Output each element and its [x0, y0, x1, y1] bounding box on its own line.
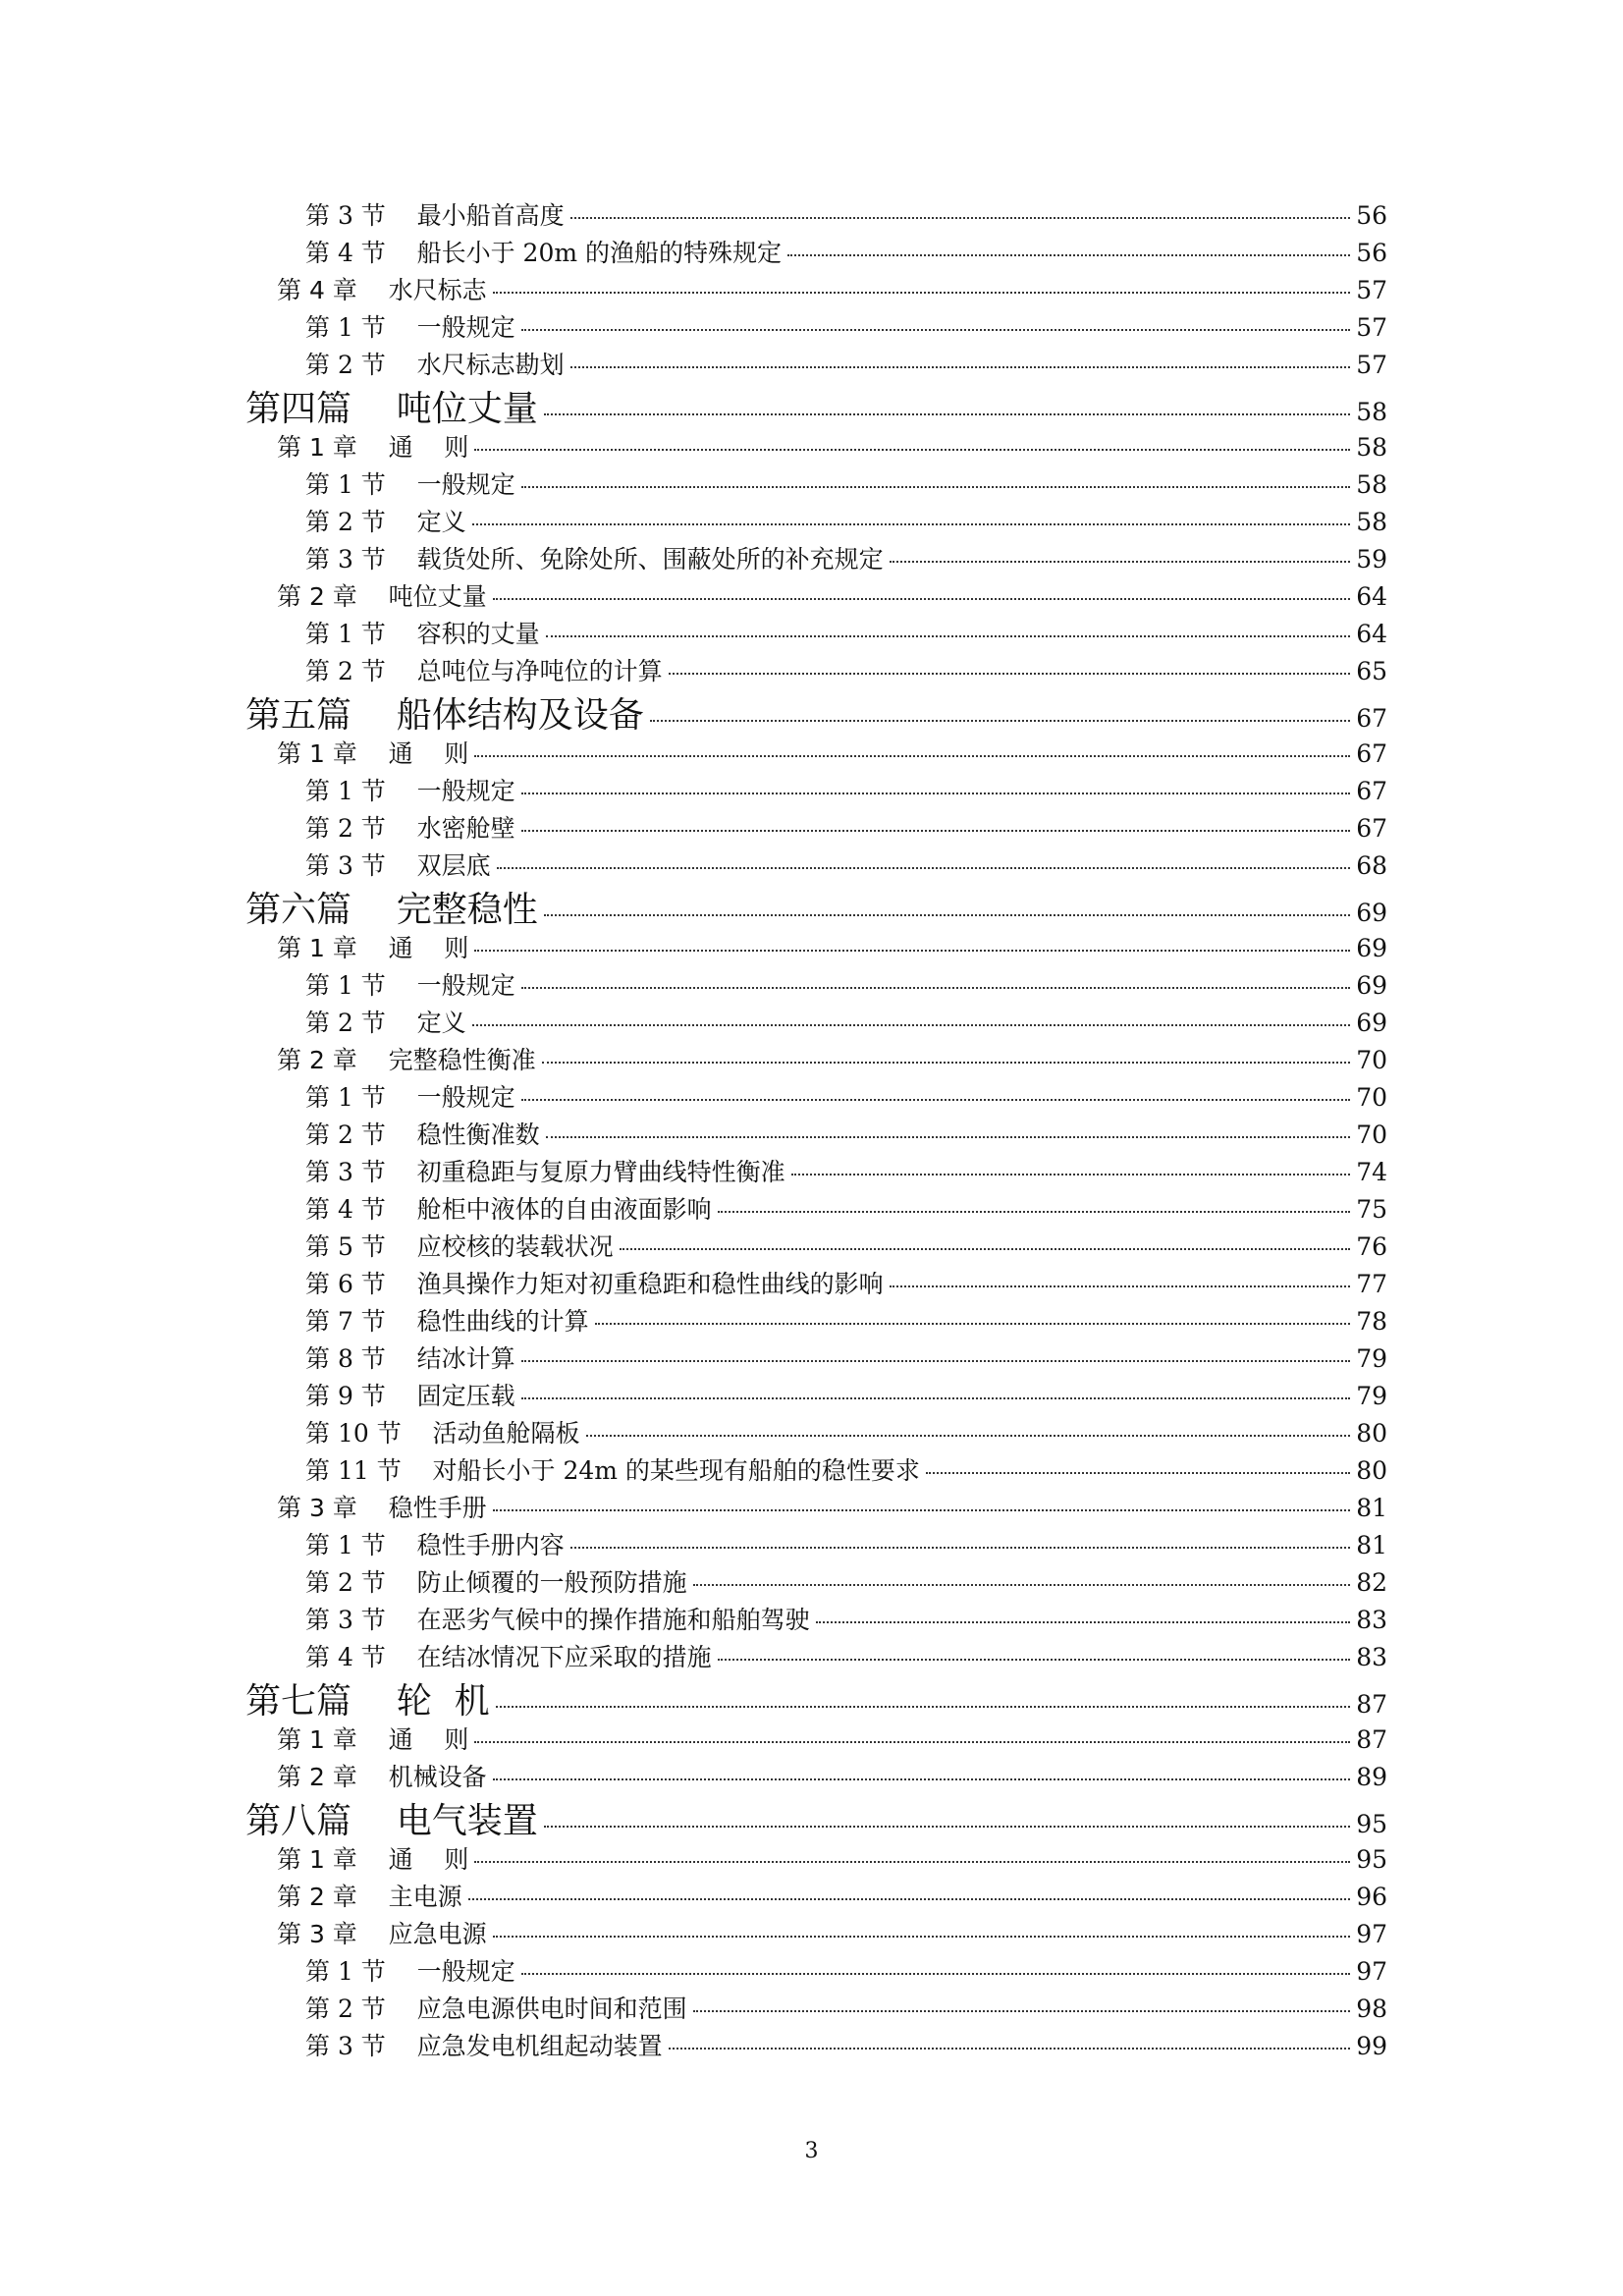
toc-section-entry[interactable]: [305, 1078, 1387, 1116]
dot-leader: [521, 1973, 1351, 1975]
toc-part-entry[interactable]: [245, 1793, 1387, 1841]
toc-entry-page-number: 57: [1356, 313, 1387, 342]
dot-leader: [493, 1936, 1351, 1938]
toc-entry-title: 第 5 节 应校核的装载状况: [305, 1232, 614, 1261]
dot-leader: [468, 1898, 1351, 1900]
toc-section-entry[interactable]: [305, 1451, 1387, 1489]
toc-entry-title: 第 1 节 一般规定: [305, 1957, 515, 1986]
dot-leader: [570, 366, 1351, 368]
toc-section-entry[interactable]: [305, 1339, 1387, 1377]
toc-entry-title: 第 1 节 容积的丈量: [305, 620, 540, 648]
toc-entry-title: 第 1 章 通 则: [277, 433, 469, 462]
toc-entry-page-number: 57: [1356, 351, 1387, 379]
dot-leader: [787, 254, 1350, 256]
toc-entry-title: 第 2 章 主电源: [277, 1883, 462, 1911]
toc-entry-title: 第 6 节 渔具操作力矩对初重稳距和稳性曲线的影响: [305, 1270, 884, 1298]
dot-leader: [493, 598, 1351, 600]
toc-entry-page-number: 69: [1356, 1009, 1387, 1037]
toc-entry-title: 第四篇 吨位丈量: [245, 389, 538, 429]
toc-chapter-entry[interactable]: [277, 1840, 1387, 1878]
dot-leader: [718, 1659, 1351, 1661]
toc-entry-page-number: 69: [1356, 971, 1387, 1000]
dot-leader: [546, 635, 1351, 637]
toc-entry-title: 第 4 节 船长小于 20m 的渔船的特殊规定: [305, 239, 782, 267]
dot-leader: [718, 1211, 1351, 1213]
toc-entry-title: 第 2 节 应急电源供电时间和范围: [305, 1995, 687, 2023]
toc-entry-page-number: 67: [1356, 814, 1387, 843]
toc-part-entry[interactable]: [245, 882, 1387, 930]
toc-entry-title: 第 3 章 稳性手册: [277, 1494, 487, 1522]
dot-leader: [544, 1826, 1350, 1828]
toc-section-entry[interactable]: [305, 196, 1387, 234]
dot-leader: [620, 1248, 1351, 1250]
toc-entry-page-number: 67: [1356, 777, 1387, 805]
toc-chapter-entry[interactable]: [277, 1041, 1387, 1078]
toc-part-entry[interactable]: [245, 381, 1387, 429]
dot-leader: [669, 2048, 1351, 2050]
dot-leader: [570, 1547, 1351, 1549]
toc-entry-title: 第 1 节 一般规定: [305, 470, 515, 499]
toc-section-entry[interactable]: [305, 652, 1387, 689]
toc-entry-page-number: 58: [1356, 508, 1387, 536]
toc-entry-title: 第 2 章 完整稳性衡准: [277, 1046, 536, 1074]
toc-entry-title: 第 4 节 舱柜中液体的自由液面影响: [305, 1195, 712, 1224]
toc-entry-title: 第六篇 完整稳性: [245, 890, 538, 930]
toc-entry-title: 第五篇 船体结构及设备: [245, 695, 644, 736]
toc-entry-title: 第 1 节 稳性手册内容: [305, 1531, 565, 1559]
dot-leader: [890, 561, 1351, 563]
dot-leader: [693, 1584, 1351, 1586]
toc-entry-title: 第 3 节 在恶劣气候中的操作措施和船舶驾驶: [305, 1606, 810, 1634]
toc-entry-title: 第 1 章 通 则: [277, 1845, 469, 1874]
toc-section-entry[interactable]: [305, 2027, 1387, 2064]
toc-entry-title: 第 3 节 最小船首高度: [305, 201, 565, 230]
dot-leader: [521, 793, 1351, 794]
toc-entry-title: 第 4 章 水尺标志: [277, 276, 487, 304]
toc-chapter-entry[interactable]: [277, 577, 1387, 615]
dot-leader: [595, 1323, 1351, 1325]
dot-leader: [493, 1509, 1351, 1511]
toc-entry-title: 第 1 章 通 则: [277, 934, 469, 962]
toc-entry-title: 第 2 章 吨位丈量: [277, 582, 487, 611]
toc-entry-page-number: 76: [1356, 1232, 1387, 1261]
toc-entry-page-number: 69: [1356, 934, 1387, 962]
dot-leader: [493, 1778, 1351, 1780]
toc-entry-title: 第七篇 轮 机: [245, 1681, 490, 1722]
dot-leader: [816, 1621, 1351, 1623]
toc-section-entry[interactable]: [305, 1116, 1387, 1153]
toc-entry-title: 第 1 章 通 则: [277, 739, 469, 768]
toc-section-entry[interactable]: [305, 1004, 1387, 1041]
toc-entry-page-number: 58: [1356, 470, 1387, 499]
toc-entry-title: 第 1 节 一般规定: [305, 313, 515, 342]
toc-entry-page-number: 64: [1356, 620, 1387, 648]
toc-entry-page-number: 58: [1356, 433, 1387, 462]
toc-entry-page-number: 56: [1356, 239, 1387, 267]
toc-section-entry[interactable]: [305, 1228, 1387, 1265]
toc-chapter-entry[interactable]: [277, 1878, 1387, 1915]
dot-leader: [474, 755, 1350, 757]
dot-leader: [546, 1136, 1351, 1138]
toc-chapter-entry[interactable]: [277, 1489, 1387, 1526]
toc-section-entry[interactable]: [305, 966, 1387, 1004]
toc-entry-page-number: 98: [1356, 1995, 1387, 2023]
toc-entry-title: 第八篇 电气装置: [245, 1801, 538, 1841]
toc-entry-title: 第 3 节 载货处所、免除处所、围蔽处所的补充规定: [305, 545, 884, 574]
toc-section-entry[interactable]: [305, 1638, 1387, 1675]
toc-entry-page-number: 59: [1356, 545, 1387, 574]
dot-leader: [650, 720, 1350, 722]
toc-section-entry[interactable]: [305, 1990, 1387, 2027]
toc-entry-page-number: 79: [1356, 1382, 1387, 1410]
toc-entry-page-number: 78: [1356, 1307, 1387, 1336]
toc-chapter-entry[interactable]: [277, 929, 1387, 966]
toc-section-entry[interactable]: [305, 615, 1387, 652]
dot-leader: [521, 1397, 1351, 1399]
toc-section-entry[interactable]: [305, 1190, 1387, 1228]
toc-entry-page-number: 56: [1356, 201, 1387, 230]
toc-entry-page-number: 82: [1356, 1568, 1387, 1597]
toc-section-entry[interactable]: [305, 1265, 1387, 1302]
toc-entry-page-number: 67: [1356, 739, 1387, 768]
dot-leader: [472, 1024, 1351, 1026]
toc-entry-title: 第 2 节 水密舱壁: [305, 814, 515, 843]
toc-part-entry[interactable]: [245, 687, 1387, 736]
dot-leader: [542, 1062, 1351, 1064]
toc-entry-page-number: 83: [1356, 1643, 1387, 1671]
toc-entry-page-number: 77: [1356, 1270, 1387, 1298]
toc-entry-page-number: 70: [1356, 1046, 1387, 1074]
toc-chapter-entry[interactable]: [277, 271, 1387, 308]
toc-entry-page-number: 83: [1356, 1606, 1387, 1634]
toc-entry-page-number: 67: [1356, 704, 1387, 733]
toc-entry-page-number: 99: [1356, 2032, 1387, 2060]
toc-section-entry[interactable]: [305, 1952, 1387, 1990]
toc-entry-title: 第 2 节 水尺标志勘划: [305, 351, 565, 379]
toc-entry-page-number: 87: [1356, 1725, 1387, 1754]
page-number: 3: [804, 2139, 819, 2163]
toc-section-entry[interactable]: [305, 1563, 1387, 1601]
toc-entry-title: 第 1 节 一般规定: [305, 777, 515, 805]
dot-leader: [497, 867, 1351, 869]
toc-entry-page-number: 57: [1356, 276, 1387, 304]
toc-entry-title: 第 3 节 初重稳距与复原力臂曲线特性衡准: [305, 1158, 785, 1186]
toc-entry-page-number: 95: [1356, 1845, 1387, 1874]
toc-entry-title: 第 1 节 一般规定: [305, 971, 515, 1000]
toc-entry-page-number: 96: [1356, 1883, 1387, 1911]
dot-leader: [521, 1099, 1351, 1101]
toc-section-entry[interactable]: [305, 1302, 1387, 1339]
toc-section-entry[interactable]: [305, 809, 1387, 847]
toc-section-entry[interactable]: [305, 540, 1387, 577]
toc-entry-title: 第 3 章 应急电源: [277, 1920, 487, 1948]
toc-section-entry[interactable]: [305, 1526, 1387, 1563]
toc-entry-title: 第 1 章 通 则: [277, 1725, 469, 1754]
dot-leader: [693, 2010, 1351, 2012]
dot-leader: [493, 292, 1351, 294]
toc-section-entry[interactable]: [305, 1377, 1387, 1414]
toc-entry-title: 第 2 节 防止倾覆的一般预防措施: [305, 1568, 687, 1597]
toc-entry-page-number: 97: [1356, 1957, 1387, 1986]
toc-entry-page-number: 87: [1356, 1690, 1387, 1719]
toc-entry-title: 第 8 节 结冰计算: [305, 1344, 515, 1373]
toc-entry-page-number: 80: [1356, 1419, 1387, 1448]
toc-section-entry[interactable]: [305, 465, 1387, 503]
dot-leader: [521, 830, 1351, 832]
dot-leader: [474, 449, 1350, 451]
toc-entry-page-number: 74: [1356, 1158, 1387, 1186]
toc-entry-page-number: 81: [1356, 1531, 1387, 1559]
toc-section-entry[interactable]: [305, 1414, 1387, 1451]
dot-leader: [472, 523, 1351, 525]
toc-entry-page-number: 97: [1356, 1920, 1387, 1948]
dot-leader: [474, 1741, 1350, 1743]
dot-leader: [669, 673, 1351, 675]
toc-entry-title: 第 9 节 固定压载: [305, 1382, 515, 1410]
dot-leader: [926, 1472, 1350, 1474]
toc-entry-page-number: 81: [1356, 1494, 1387, 1522]
dot-leader: [474, 1861, 1350, 1863]
toc-entry-page-number: 70: [1356, 1083, 1387, 1112]
toc-entry-title: 第 2 节 总吨位与净吨位的计算: [305, 657, 663, 685]
toc-entry-page-number: 70: [1356, 1121, 1387, 1149]
toc-section-entry[interactable]: [305, 346, 1387, 383]
toc-entry-page-number: 68: [1356, 851, 1387, 880]
dot-leader: [521, 1360, 1351, 1362]
toc-entry-title: 第 11 节 对船长小于 24m 的某些现有船舶的稳性要求: [305, 1456, 920, 1485]
toc-entry-page-number: 75: [1356, 1195, 1387, 1224]
toc-section-entry[interactable]: [305, 503, 1387, 540]
toc-section-entry[interactable]: [305, 1153, 1387, 1190]
dot-leader: [521, 486, 1351, 488]
toc-entry-title: 第 3 节 应急发电机组起动装置: [305, 2032, 663, 2060]
toc-section-entry[interactable]: [305, 308, 1387, 346]
toc-entry-title: 第 4 节 在结冰情况下应采取的措施: [305, 1643, 712, 1671]
toc-entry-page-number: 69: [1356, 899, 1387, 927]
dot-leader: [586, 1435, 1351, 1437]
toc-chapter-entry[interactable]: [277, 428, 1387, 465]
dot-leader: [890, 1285, 1351, 1287]
toc-entry-title: 第 7 节 稳性曲线的计算: [305, 1307, 589, 1336]
dot-leader: [544, 914, 1350, 916]
toc-chapter-entry[interactable]: [277, 735, 1387, 772]
toc-entry-title: 第 2 节 定义: [305, 508, 466, 536]
toc-entry-page-number: 79: [1356, 1344, 1387, 1373]
dot-leader: [544, 413, 1350, 415]
toc-entry-title: 第 3 节 双层底: [305, 851, 491, 880]
toc-section-entry[interactable]: [305, 847, 1387, 884]
toc-chapter-entry[interactable]: [277, 1758, 1387, 1795]
toc-entry-title: 第 1 节 一般规定: [305, 1083, 515, 1112]
dot-leader: [496, 1706, 1351, 1708]
toc-section-entry[interactable]: [305, 772, 1387, 809]
dot-leader: [570, 217, 1351, 219]
toc-entry-title: 第 2 章 机械设备: [277, 1763, 487, 1791]
toc-entry-title: 第 10 节 活动鱼舱隔板: [305, 1419, 580, 1448]
toc-entry-page-number: 95: [1356, 1810, 1387, 1838]
toc-entry-title: 第 2 节 稳性衡准数: [305, 1121, 540, 1149]
toc-section-entry[interactable]: [305, 234, 1387, 271]
dot-leader: [474, 950, 1350, 952]
toc-chapter-entry[interactable]: [277, 1721, 1387, 1758]
toc-entry-page-number: 58: [1356, 398, 1387, 426]
toc-entry-page-number: 64: [1356, 582, 1387, 611]
dot-leader: [521, 987, 1351, 989]
dot-leader: [521, 329, 1351, 331]
toc-chapter-entry[interactable]: [277, 1915, 1387, 1952]
toc-entry-title: 第 2 节 定义: [305, 1009, 466, 1037]
toc-entry-page-number: 65: [1356, 657, 1387, 685]
toc-section-entry[interactable]: [305, 1601, 1387, 1638]
dot-leader: [791, 1174, 1351, 1175]
toc-entry-page-number: 89: [1356, 1763, 1387, 1791]
toc-entry-page-number: 80: [1356, 1456, 1387, 1485]
toc-part-entry[interactable]: [245, 1673, 1387, 1722]
